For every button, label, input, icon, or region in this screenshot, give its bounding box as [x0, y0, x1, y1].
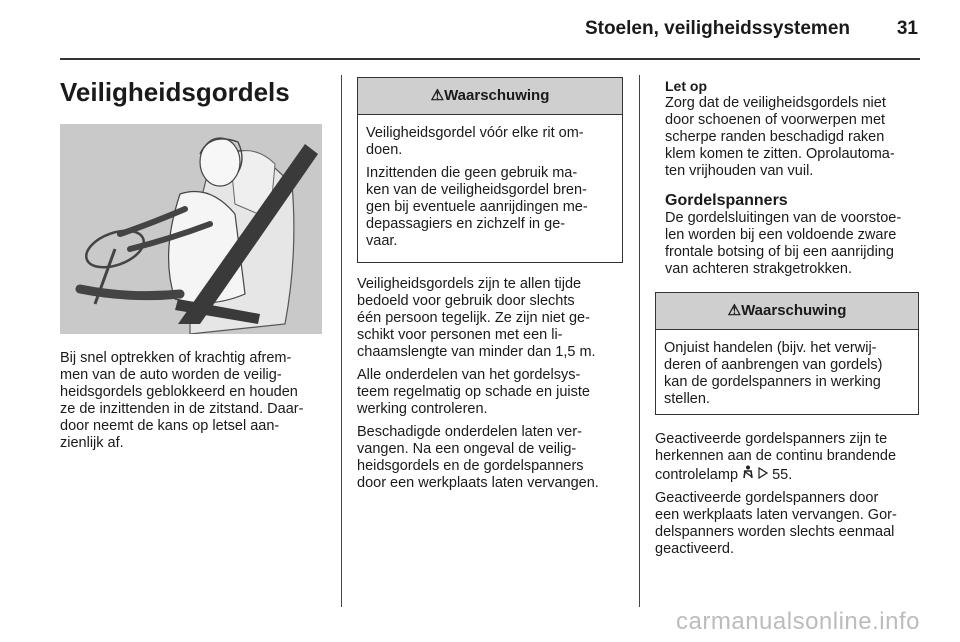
page-reference[interactable]: 55.: [772, 467, 793, 483]
text-line: ze de inzittenden in de zitstand. Daar-: [60, 401, 304, 417]
text-line: chaamslengte van minder dan 1,5 m.: [357, 344, 596, 360]
text-line: vaar.: [366, 233, 398, 249]
text-line: kan de gordelspanners in werking: [664, 374, 881, 390]
text-line: Veiligheidsgordel vóór elke rit om-: [366, 125, 584, 141]
text-line: heidsgordels geblokkeerd en houden: [60, 384, 298, 400]
column-divider-2: [639, 75, 640, 607]
warning-paragraph: [366, 165, 614, 250]
text-line: stellen.: [664, 391, 710, 407]
body-text-column-2: [357, 276, 633, 498]
warning-box: [357, 77, 623, 263]
text-line: door schoenen of voorwerpen met: [665, 112, 886, 128]
text-line: één persoon tegelijk. Ze zijn niet ge-: [357, 310, 590, 326]
text-line: een werkplaats laten vervangen. Gor-: [655, 507, 897, 523]
warning-box: [655, 292, 919, 415]
text-line: Geactiveerde gordelspanners zijn te: [655, 431, 888, 447]
text-line: Inzittenden die geen gebruik ma-: [366, 165, 578, 181]
warning-header: [656, 293, 918, 330]
text-line: zienlijk af.: [60, 435, 124, 451]
warning-title: Waarschuwing: [444, 87, 550, 104]
running-header-title: Stoelen, veiligheidssystemen: [584, 18, 850, 39]
page-number: 31: [896, 18, 918, 39]
text-line: klem komen te zitten. Oprolautoma-: [665, 146, 895, 162]
text-line: Onjuist handelen (bijv. het verwij-: [664, 340, 877, 356]
seatbelt-drawing: [60, 124, 322, 334]
text-line: scherpe randen beschadigd raken: [665, 129, 885, 145]
text-line: Alle onderdelen van het gordelsys-: [357, 367, 581, 383]
text-line: gen bij eventuele aanrijdingen me-: [366, 199, 588, 215]
text-line: vangen. Na een ongeval de veilig-: [357, 441, 577, 457]
watermark: carmanualsonline.info: [676, 608, 920, 635]
warning-triangle-icon: ⚠: [430, 87, 445, 104]
text-line: heidsgordels en de gordelspanners: [357, 458, 584, 474]
text-line: depassagiers en zichzelf in ge-: [366, 216, 566, 232]
text-line: door neemt de kans op letsel aan-: [60, 418, 280, 434]
text-line: delspanners worden slechts eenmaal: [655, 524, 895, 540]
text-line: werking controleren.: [357, 401, 488, 417]
warning-triangle-icon: ⚠: [727, 302, 742, 319]
body-paragraph: [655, 490, 935, 558]
body-paragraph: [357, 367, 633, 418]
text-line: Zorg dat de veiligheidsgordels niet: [665, 95, 886, 111]
text-line: teem regelmatig op schade en juiste: [357, 384, 590, 400]
text-line: De gordelsluitingen van de voorstoe-: [665, 210, 902, 226]
text-line: deren of aanbrengen van gordels): [664, 357, 883, 373]
text-line: Geactiveerde gordelspanners door: [655, 490, 879, 506]
text-line: Beschadigde onderdelen laten ver-: [357, 424, 582, 440]
text-line: van achteren strakgetrokken.: [665, 261, 852, 277]
body-text-column-3: [655, 431, 935, 564]
text-line: door een werkplaats laten vervangen.: [357, 475, 599, 491]
text-line: controlelamp: [655, 467, 739, 483]
text-line: ten vrijhouden van vuil.: [665, 163, 814, 179]
seatbelt-lamp-icon: [742, 465, 754, 483]
text-line: ken van de veiligheidsgordel bren-: [366, 182, 587, 198]
subheading: Gordelspanners: [665, 192, 788, 209]
text-line: doen.: [366, 142, 403, 158]
warning-header: [358, 78, 622, 115]
column-divider-1: [341, 75, 342, 607]
seatbelt-illustration: [60, 124, 322, 334]
body-paragraph: [357, 276, 633, 361]
body-paragraph: [655, 431, 935, 484]
intro-paragraph: [60, 350, 332, 452]
warning-body: [656, 330, 918, 414]
text-line: herkennen aan de continu brandende: [655, 448, 897, 464]
header-rule: [60, 58, 920, 60]
text-line: Bij snel optrekken of krachtig afrem-: [60, 350, 292, 366]
text-line: bedoeld voor gebruik door slechts: [357, 293, 575, 309]
warning-body: [358, 115, 622, 262]
note-block: [665, 78, 927, 180]
page-reference-icon: [758, 467, 772, 483]
text-line: geactiveerd.: [655, 541, 734, 557]
body-paragraph: [357, 424, 633, 492]
warning-title: Waarschuwing: [741, 302, 847, 319]
text-line: frontale botsing of bij een aanrijding: [665, 244, 894, 260]
section-heading: Veiligheidsgordels: [60, 77, 290, 107]
text-line: men van de auto worden de veilig-: [60, 367, 282, 383]
text-line: schikt voor personen met een li-: [357, 327, 563, 343]
warning-paragraph: [366, 125, 614, 159]
gordelspanners-section: [665, 192, 927, 278]
text-line: Veiligheidsgordels zijn te allen tijde: [357, 276, 582, 292]
intro-paragraph: [665, 210, 927, 278]
note-label: Let op: [665, 78, 707, 94]
text-line: len worden bij een voldoende zware: [665, 227, 897, 243]
